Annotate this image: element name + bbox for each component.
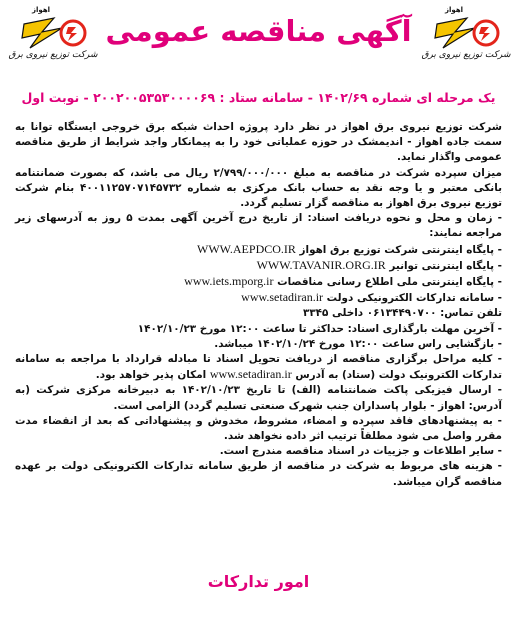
logo-company-name: شرکت توزیع نیروی برق — [421, 50, 511, 60]
site-line-tavanir — [15, 258, 502, 274]
intro-paragraph: شرکت توزیع نیروی برق اهواز در نظر دارد پروژه احداث شبکه برق خروجی ایستگاه توانا به سمت جاده اهواز - اندیمشک در حوزه عملیاتی خود را به پیمانکار واجد شرایط از طریق مناقصه عمومی واگذار نماید. — [15, 121, 502, 164]
process-paragraph: - کلیه مراحل برگزاری مناقصه از دریافت تحویل اسناد تا مبادله قرارداد با مراجعه به سامانه تدارکات الکترونیک دولت (ستاد) به آدرس www.setadiran.ir امکان پذیر خواهد بود. — [15, 353, 502, 382]
site-link-setad[interactable]: www.setadiran.ir — [241, 290, 324, 305]
other-info-line: - سایر اطلاعات و جزییات در اسناد مناقصه مندرج است. — [219, 445, 502, 458]
site-line-iets — [15, 274, 502, 290]
site-label: - پایگاه اینترنتی ملی اطلاع رسانی مناقصات — [277, 276, 502, 289]
company-logo-left — [8, 6, 98, 68]
site-label: - پایگاه اینترنتی توانیر — [389, 259, 502, 272]
notice-body — [15, 120, 502, 490]
site-label: - پایگاه اینترنتی شرکت توزیع برق اهواز — [299, 243, 502, 256]
company-logo-right — [421, 6, 511, 68]
power-lightning-icon — [18, 14, 88, 52]
site-link-iets[interactable]: www.iets.mporg.ir — [184, 274, 274, 289]
signature: امور تدارکات — [207, 572, 310, 591]
site-link-tavanir[interactable]: WWW.TAVANIR.ORG.IR — [256, 257, 386, 272]
site-line-setad — [15, 290, 502, 306]
process-link-setad[interactable]: www.setadiran.ir — [209, 367, 292, 382]
site-link-aepdco[interactable]: WWW.AEPDCO.IR — [197, 241, 296, 256]
notice-subtitle: یک مرحله ای شماره ۱۴۰۲/۶۹ - سامانه ستاد : ۲۰۰۲۰۰۵۳۵۳۰۰۰۰۶۹ - نوبت اول — [21, 90, 496, 105]
logo-city-label: اهواز — [32, 6, 51, 14]
site-label: - سامانه تدارکات الکترونیکی دولت — [326, 292, 502, 305]
power-lightning-icon — [431, 14, 501, 52]
opening-line: - بازگشایی راس ساعت ۱۲:۰۰ مورخ ۱۴۰۲/۱۰/۲۴ میباشد. — [214, 337, 502, 350]
logo-company-name: شرکت توزیع نیروی برق — [8, 50, 98, 60]
deadline-line: - آخرین مهلت بارگذاری اسناد: حداکثر تا ساعت ۱۲:۰۰ مورخ ۱۴۰۲/۱۰/۲۳ — [137, 322, 502, 335]
phone-line: تلفن تماس: ۰۶۱۳۴۴۹۰۷۰۰ داخلی ۳۳۴۵ — [303, 307, 502, 320]
deposit-paragraph: میزان سپرده شرکت در مناقصه به مبلغ ۲/۷۹۹/۰۰۰/۰۰۰ ریال می باشد، که بصورت ضمانتنامه بانکی معتبر و یا وجه نقد به حساب بانک مرکزی به شماره ۴۰۰۱۱۲۵۷۰۷۱۴۵۷۳۲ بنام شرکت توزیع نیروی برق اهواز به مناقصه گزار تسلیم گردد. — [15, 166, 503, 210]
notice-title: آگهی مناقصه عمومی — [105, 14, 412, 48]
site-line-aepdco — [15, 242, 502, 258]
time-place-line: - زمان و محل و نحوه دریافت اسناد: از تاریخ درج آخرین آگهی بمدت ۵ روز به آدرسهای زیر مراجعه نمایند: — [15, 212, 502, 240]
rejection-paragraph: - به پیشنهادهای فاقد سپرده و امضاء، مشروط، مخدوش و پیشنهاداتی که بعد از انقضاء مدت مقرر واصل می شود مطلقاً ترتیب اثر داده نخواهد شد. — [15, 414, 502, 443]
envelope-paragraph: - ارسال فیزیکی پاکت ضمانتنامه (الف) تا تاریخ ۱۴۰۲/۱۰/۲۳ به دبیرخانه مرکزی شرکت (به آدرس: اهواز - بلوار پاسداران جنب شهرک صنعتی تسلیم گردد) الزامی است. — [15, 384, 502, 412]
fees-paragraph: - هزینه های مربوط به شرکت در مناقصه از طریق سامانه تدارکات الکترونیکی دولت بر عهده مناقصه گران میباشد. — [15, 460, 502, 488]
logo-city-label: اهواز — [445, 6, 464, 14]
